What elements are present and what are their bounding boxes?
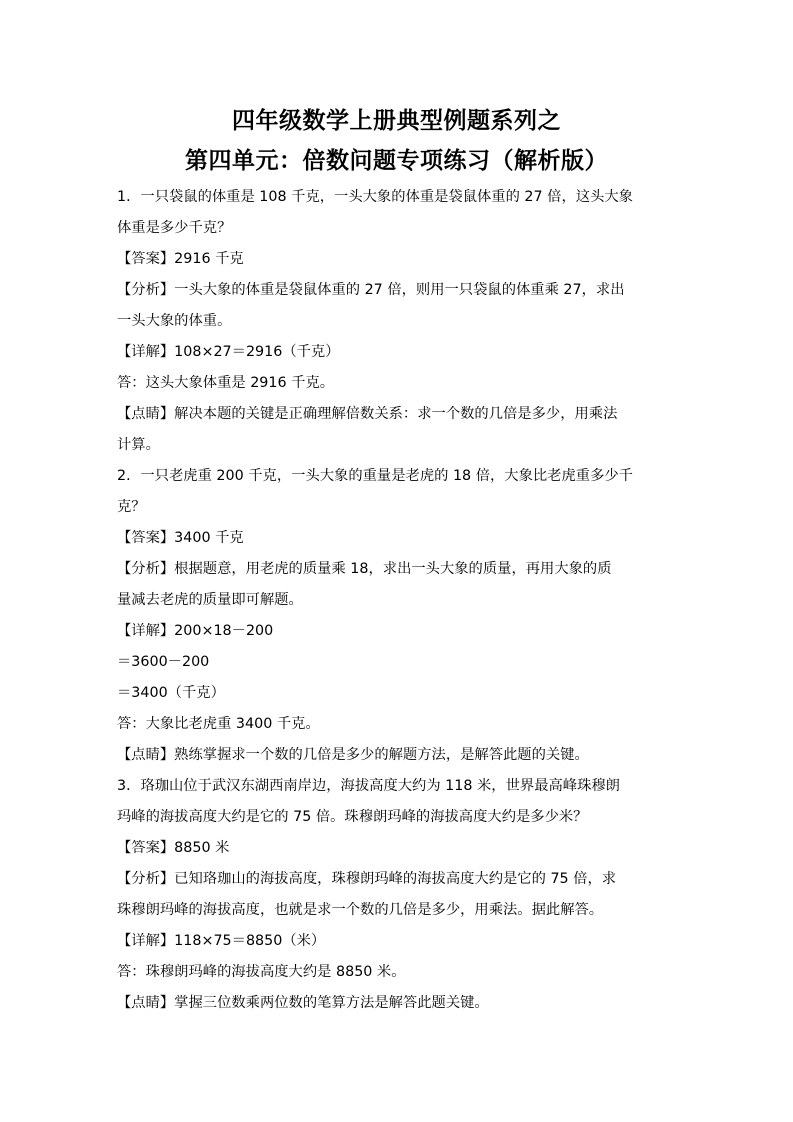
text-line: 克？ [117,499,146,515]
text-line: 玛峰的海拔高度大约是它的 75 倍。珠穆朗玛峰的海拔高度大约是多少米？ [117,809,588,825]
text-line: 【详解】200×18－200 [117,623,274,639]
text-line: 答：这头大象体重是 2916 千克。 [117,375,335,391]
text-line: 答：大象比老虎重 3400 千克。 [117,716,320,732]
text-line: 1．一只袋鼠的体重是 108 千克，一头大象的体重是袋鼠体重的 27 倍，这头大象 [117,189,633,205]
text-line: 【分析】已知珞珈山的海拔高度，珠穆朗玛峰的海拔高度大约是它的 75 倍，求 [117,871,617,887]
text-line: 珠穆朗玛峰的海拔高度，也就是求一个数的几倍是多少，用乘法。据此解答。 [117,902,604,918]
text-line: 【详解】108×27＝2916（千克） [117,344,340,360]
document-title: 四年级数学上册典型例题系列之 [232,108,561,134]
document-subtitle: 第四单元：倍数问题专项练习（解析版） [185,148,608,174]
text-line: 答：珠穆朗玛峰的海拔高度大约是 8850 米。 [117,964,406,980]
text-line: 【答案】2916 千克 [117,251,244,267]
text-line: 【分析】一头大象的体重是袋鼠体重的 27 倍，则用一只袋鼠的体重乘 27，求出 [117,282,625,298]
text-line: 【答案】3400 千克 [117,530,244,546]
text-line: ＝3400（千克） [117,685,225,701]
text-line: 【点睛】掌握三位数乘两位数的笔算方法是解答此题关键。 [117,995,489,1011]
document-body [117,182,687,1019]
text-line: 3．珞珈山位于武汉东湖西南岸边，海拔高度大约为 118 米，世界最高峰珠穆朗 [117,778,620,794]
text-line: 【答案】8850 米 [117,840,230,856]
text-line: 一头大象的体重。 [117,313,232,329]
text-line: 【分析】根据题意，用老虎的质量乘 18，求出一头大象的质量，再用大象的质 [117,561,612,577]
text-line: 体重是多少千克？ [117,220,232,236]
text-line: 计算。 [117,437,160,453]
text-line: 【详解】118×75＝8850（米） [117,933,326,949]
text-line: ＝3600－200 [117,654,210,670]
text-line: 【点睛】熟练掌握求一个数的几倍是多少的解题方法，是解答此题的关键。 [117,747,589,763]
text-line: 2．一只老虎重 200 千克，一头大象的重量是老虎的 18 倍，大象比老虎重多少千 [117,468,633,484]
text-line: 量减去老虎的质量即可解题。 [117,592,303,608]
text-line: 【点睛】解决本题的关键是正确理解倍数关系：求一个数的几倍是多少，用乘法 [117,406,618,422]
